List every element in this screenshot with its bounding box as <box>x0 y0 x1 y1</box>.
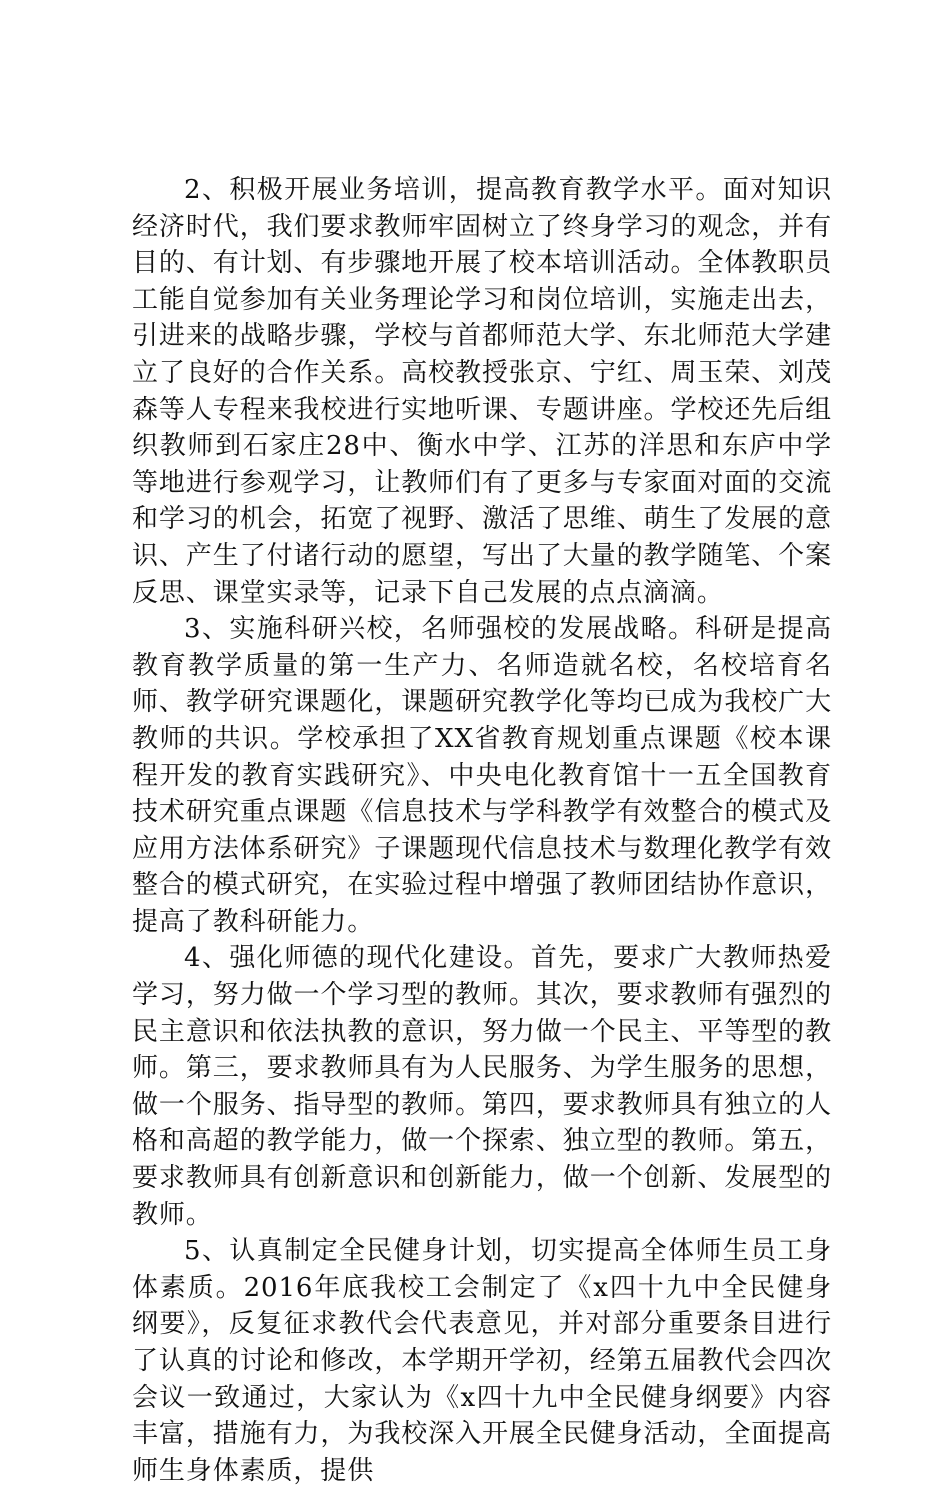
paragraph-ethics: 4、强化师德的现代化建设。首先，要求广大教师热爱学习，努力做一个学习型的教师。其次，要求教师有强烈的民主意识和依法执教的意识，努力做一个民主、平等型的教师。第三，要求教师具有为人民服务、为学生服务的思想，做一个服务、指导型的教师。第四，要求教师具有独立的人格和高超的教学能力，做一个探索、独立型的教师。第五，要求教师具有创新意识和创新能力，做一个创新、发展型的教师。 <box>132 943 832 1230</box>
paragraph-research: 3、实施科研兴校，名师强校的发展战略。科研是提高教育教学质量的第一生产力、名师造就名校，名校培育名师、教学研究课题化，课题研究教学化等均已成为我校广大教师的共识。学校承担了XX省教育规划重点课题《校本课程开发的教育实践研究》、中央电化教育馆十一五全国教育技术研究重点课题《信息技术与学科教学有效整合的模式及应用方法体系研究》子课题现代信息技术与数理化教学有效整合的模式研究，在实验过程中增强了教师团结协作意识，提高了教科研能力。 <box>132 614 832 937</box>
paragraph-fitness: 5、认真制定全民健身计划，切实提高全体师生员工身体素质。2016年底我校工会制定了《x四十九中全民健身纲要》，反复征求教代会代表意见，并对部分重要条目进行了认真的讨论和修改，本学期开学初，经第五届教代会四次会议一致通过，大家认为《x四十九中全民健身纲要》内容丰富，措施有力，为我校深入开展全民健身活动，全面提高师生身体素质，提供 <box>132 1236 832 1486</box>
paragraph-training: 2、积极开展业务培训，提高教育教学水平。面对知识经济时代，我们要求教师牢固树立了终身学习的观念，并有目的、有计划、有步骤地开展了校本培训活动。全体教职员工能自觉参加有关业务理论学习和岗位培训，实施走出去，引进来的战略步骤，学校与首都师范大学、东北师范大学建立了良好的合作关系。高校教授张京、宁红、周玉荣、刘茂森等人专程来我校进行实地听课、专题讲座。学校还先后组织教师到石家庄28中、衡水中学、江苏的洋思和东庐中学等地进行参观学习，让教师们有了更多与专家面对面的交流和学习的机会，拓宽了视野、激活了思维、萌生了发展的意识、产生了付诸行动的愿望，写出了大量的教学随笔、个案反思、课堂实录等，记录下自己发展的点点滴滴。 <box>132 175 832 608</box>
document-body <box>132 172 832 1489</box>
